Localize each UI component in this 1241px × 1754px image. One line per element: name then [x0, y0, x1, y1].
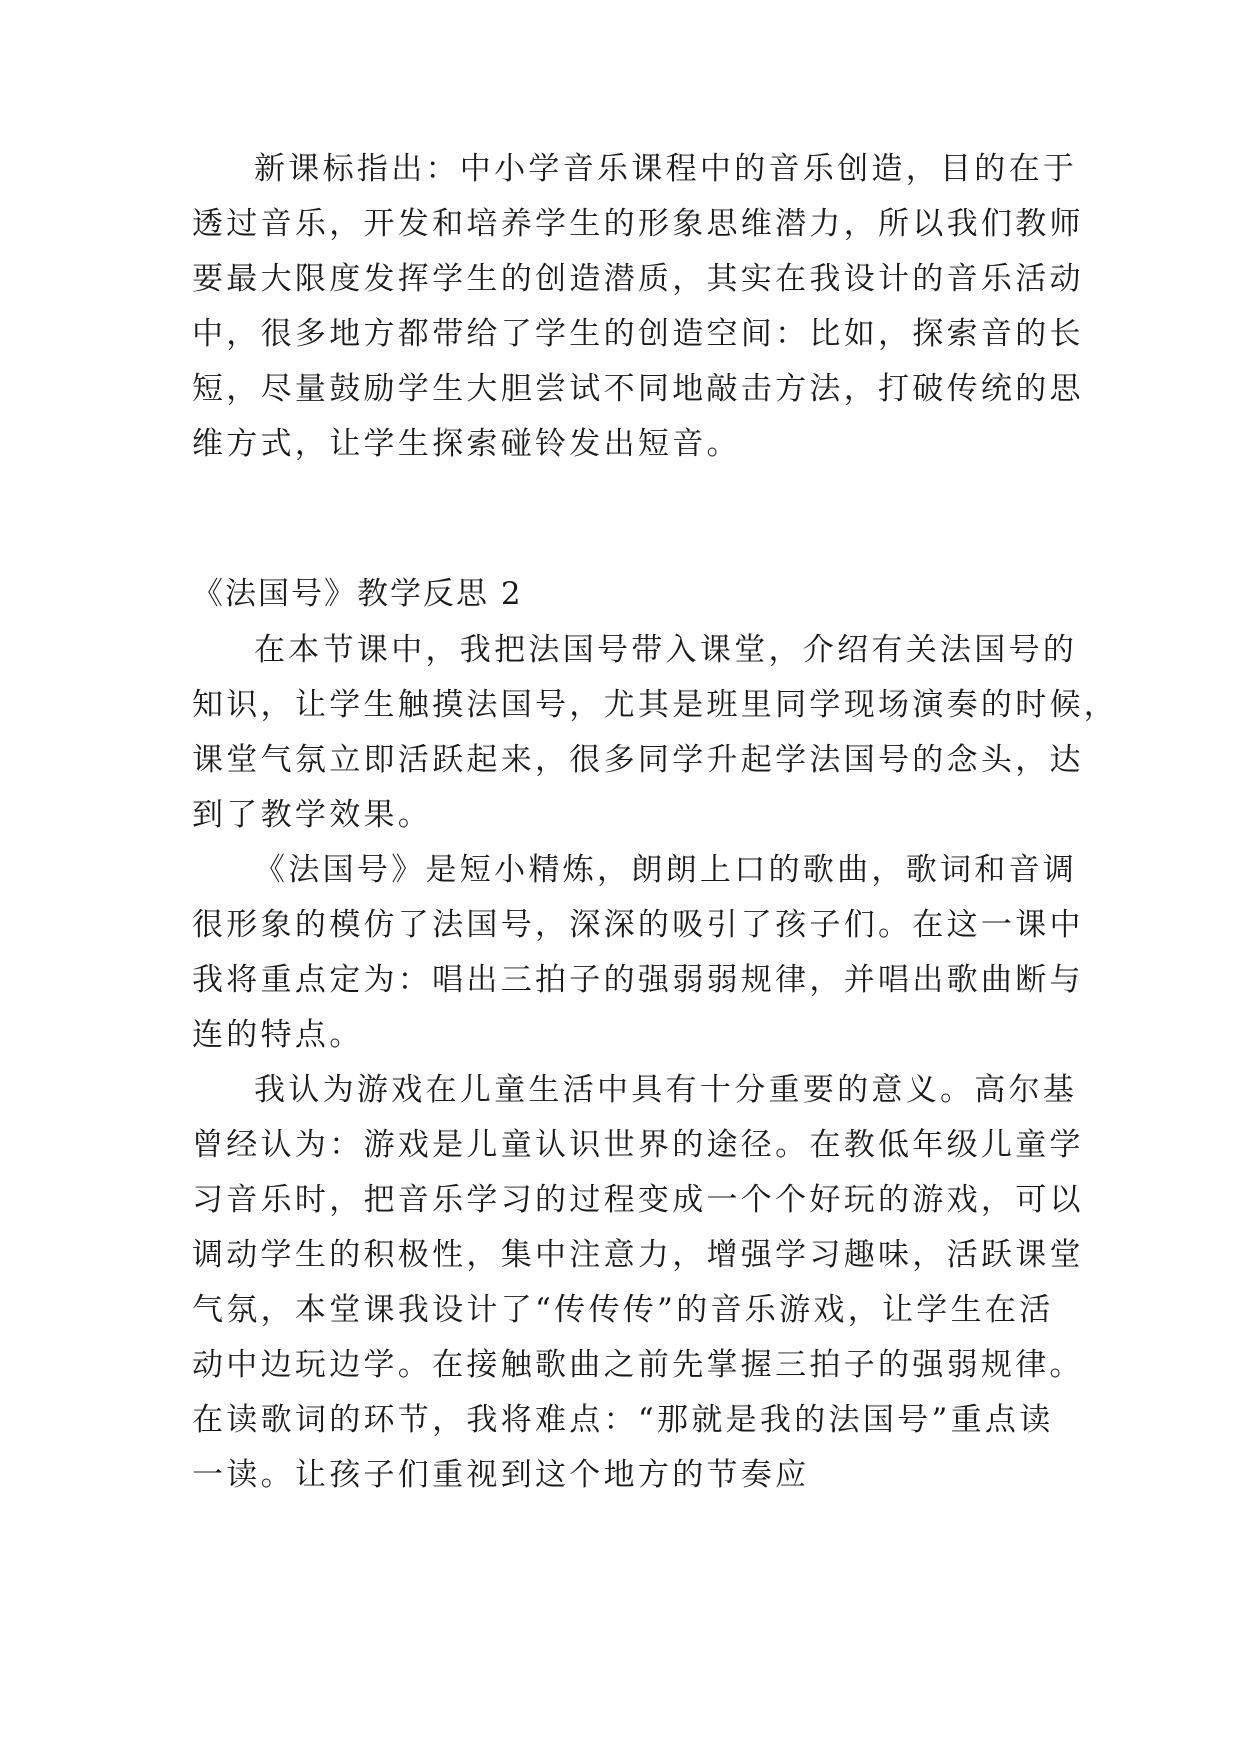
paragraph-game [192, 1063, 1084, 1503]
text-line: 曾经认为：游戏是儿童认识世界的途径。在教低年级儿童学 [192, 1127, 1084, 1163]
text-line: 维方式，让学生探索碰铃发出短音。 [192, 426, 741, 462]
text-line: 《法国号》是短小精炼，朗朗上口的歌曲，歌词和音调 [254, 852, 1078, 888]
text-line: 调动学生的积极性，集中注意力，增强学习趣味，活跃课堂 [192, 1237, 1084, 1273]
text-line: 知识，让学生触摸法国号，尤其是班里同学现场演奏的时候， [192, 687, 1119, 723]
paragraph-song [192, 843, 1084, 1063]
text-line: 课堂气氛立即活跃起来，很多同学升起学法国号的念头，达 [192, 742, 1084, 778]
text-line: 我认为游戏在儿童生活中具有十分重要的意义。高尔基 [254, 1072, 1078, 1108]
text-line: 气氛，本堂课我设计了“传传传”的音乐游戏，让学生在活 [192, 1292, 1054, 1328]
text-line: 中，很多地方都带给了学生的创造空间：比如，探索音的长 [192, 316, 1084, 352]
text-line: 习音乐时，把音乐学习的过程变成一个个好玩的游戏，可以 [192, 1182, 1084, 1218]
text-line: 在本节课中，我把法国号带入课堂，介绍有关法国号的 [254, 632, 1078, 668]
paragraph-classroom [192, 623, 1119, 843]
section-title: 《法国号》教学反思 2 [192, 576, 523, 612]
paragraph-intro [192, 142, 1084, 472]
text-line: 很形象的模仿了法国号，深深的吸引了孩子们。在这一课中 [192, 907, 1084, 943]
text-line: 新课标指出：中小学音乐课程中的音乐创造，目的在于 [254, 151, 1078, 187]
text-line: 我将重点定为：唱出三拍子的强弱弱规律，并唱出歌曲断与 [192, 962, 1084, 998]
text-line: 短，尽量鼓励学生大胆尝试不同地敲击方法，打破传统的思 [192, 371, 1084, 407]
text-line: 在读歌词的环节，我将难点：“那就是我的法国号”重点读 [192, 1402, 1054, 1438]
text-line: 连的特点。 [192, 1017, 364, 1053]
text-line: 透过音乐，开发和培养学生的形象思维潜力，所以我们教师 [192, 206, 1084, 242]
text-line: 到了教学效果。 [192, 797, 433, 833]
text-line: 动中边玩边学。在接触歌曲之前先掌握三拍子的强弱规律。 [192, 1347, 1084, 1383]
text-line: 要最大限度发挥学生的创造潜质，其实在我设计的音乐活动 [192, 261, 1084, 297]
text-line: 一读。让孩子们重视到这个地方的节奏应 [192, 1457, 810, 1493]
